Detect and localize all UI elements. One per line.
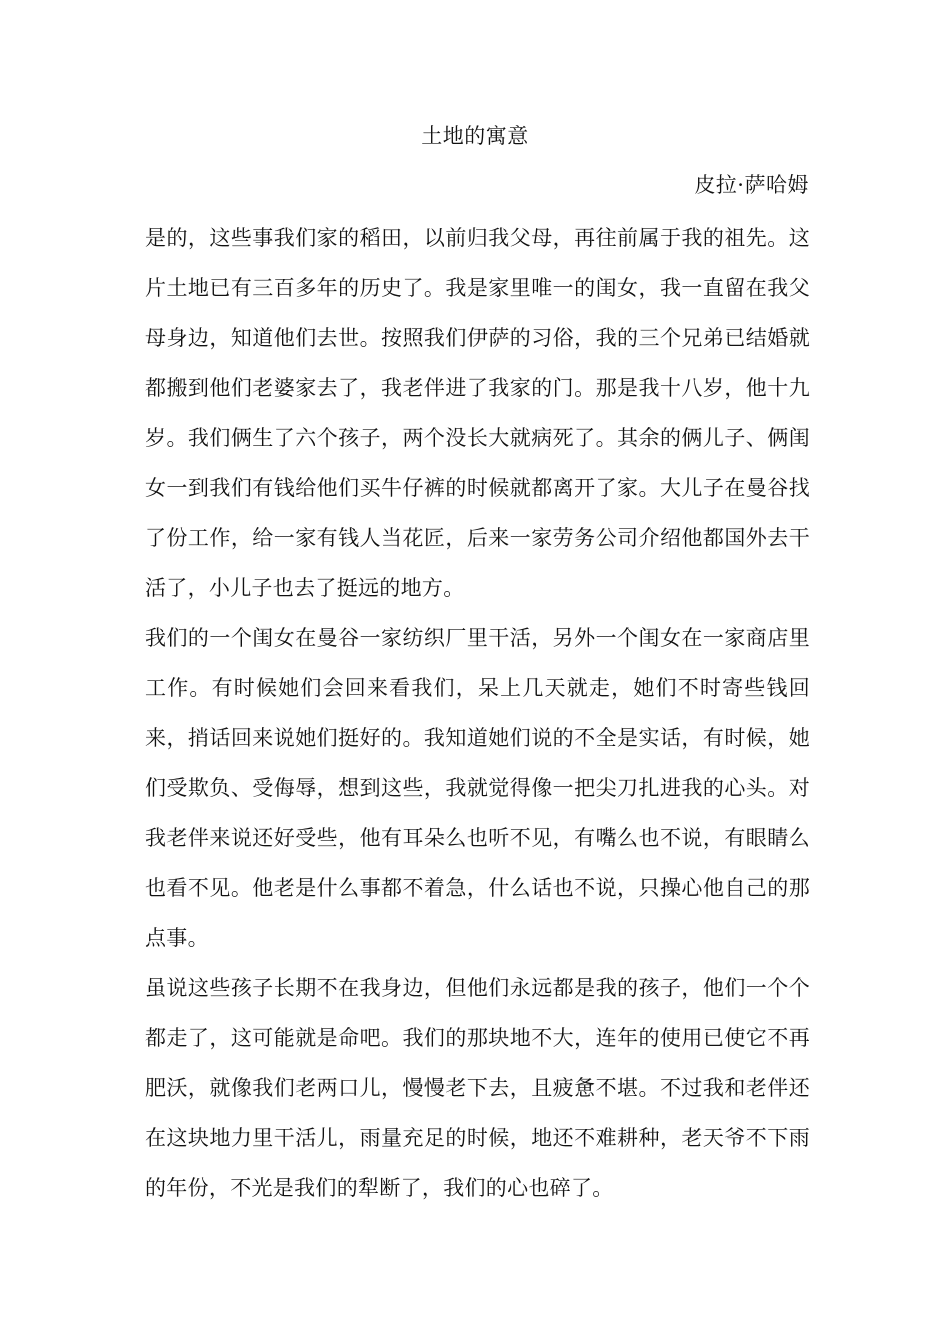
paragraph: 虽说这些孩子长期不在我身边，但他们永远都是我的孩子，他们一个个都走了，这可能就是命吧。我们的那块地不大，连年的使用已使它不再肥沃，就像我们老两口儿，慢慢老下去，且疲惫不堪。不过我和老伴还在这块地力里干活儿，雨量充足的时候，地还不难耕种，老天爷不下雨的年份，不光是我们的犁断了，我们的心也碎了。 (145, 976, 810, 1200)
paragraph: 是的，这些事我们家的稻田，以前归我父母，再往前属于我的祖先。这片土地已有三百多年的历史了。我是家里唯一的闺女，我一直留在我父母身边，知道他们去世。按照我们伊萨的习俗，我的三个兄弟已结婚就都搬到他们老婆家去了，我老伴进了我家的门。那是我十八岁，他十九岁。我们俩生了六个孩子，两个没长大就病死了。其余的俩儿子、俩闺女一到我们有钱给他们买牛仔裤的时候就都离开了家。大儿子在曼谷找了份工作，给一家有钱人当花匠，后来一家劳务公司介绍他都国外去干活了，小儿子也去了挺远的地方。 (145, 226, 810, 600)
document-title: 土地的寓意 (421, 124, 529, 148)
document-body (145, 213, 810, 1213)
document-author: 皮拉·萨哈姆 (694, 173, 809, 197)
paragraph: 我们的一个闺女在曼谷一家纺织厂里干活，另外一个闺女在一家商店里工作。有时候她们会回来看我们，呆上几天就走，她们不时寄些钱回来，捎话回来说她们挺好的。我知道她们说的不全是实话，有时候，她们受欺负、受侮辱，想到这些，我就觉得像一把尖刀扎进我的心头。对我老伴来说还好受些，他有耳朵么也听不见，有嘴么也不说，有眼睛么也看不见。他老是什么事都不着急，什么话也不说，只操心他自己的那点事。 (145, 626, 810, 950)
